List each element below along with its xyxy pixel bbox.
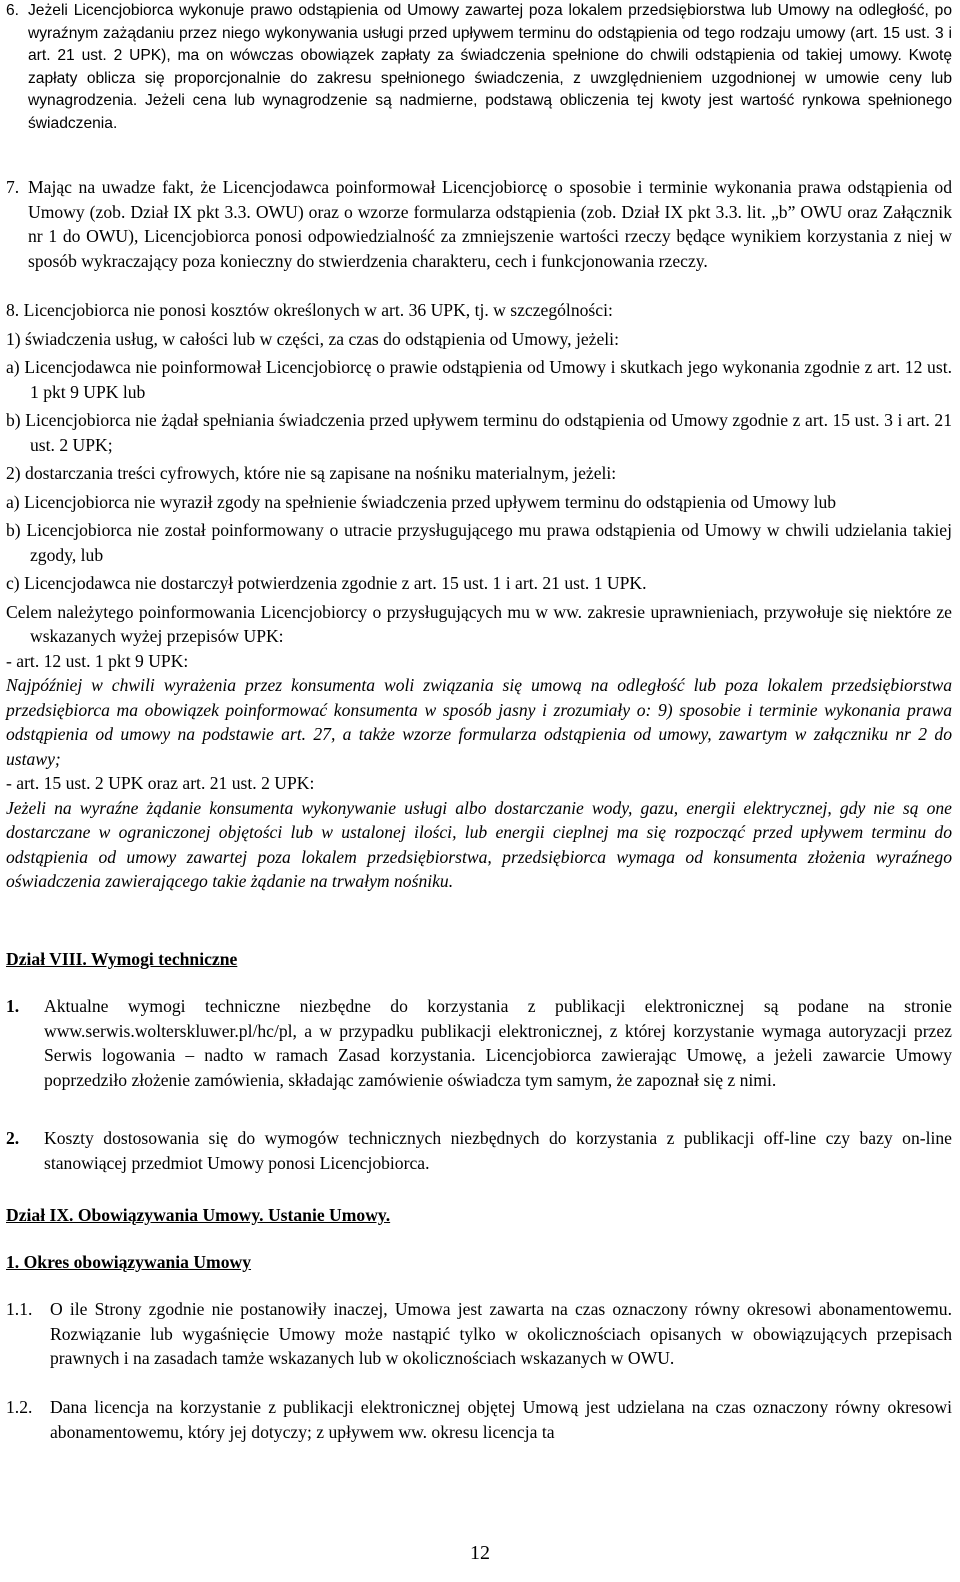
paragraph-text: Koszty dostosowania się do wymogów technicznych niezbędnych do korzystania z publikacji off-line czy bazy on-line stanowiącej przedmiot Umowy ponosi Licencjobiorca. <box>44 1128 952 1173</box>
paragraph-text: Mając na uwadze fakt, że Licencjodawca poinformował Licencjobiorcę o sposobie i terminie wykonania prawa odstąpienia od Umowy (zob. Dział IX pkt 3.3. OWU) oraz o wzorze formularza odstąpienia (zob. Dział IX pkt 3.3. lit. „b” OWU oraz Załącznik nr 1 do OWU), Licencjobiorca ponosi odpowiedzialność za zmniejszenie wartości rzeczy będące wynikiem korzystania z niej w sposób wykraczający poza konieczny do stwierdzenia charakteru, cech i funkcjonowania rzeczy. <box>28 177 952 271</box>
requirement-2 <box>6 1126 952 1175</box>
paragraph-7 <box>6 175 952 273</box>
paragraph-number: 6. <box>6 2 20 19</box>
paragraph-number: 7. <box>6 177 20 197</box>
list-item: c) Licencjodawca nie dostarczył potwierdzenia zgodnie z art. 15 ust. 1 i art. 21 ust. 1 UPK. <box>6 573 647 593</box>
list-item: 2) dostarczania treści cyfrowych, które nie są zapisane na nośniku materialnym, jeżeli: <box>6 463 617 483</box>
paragraph-1-1 <box>6 1297 952 1371</box>
list-item: a) Licencjodawca nie poinformował Licencjobiorcę o prawie odstąpienia od Umowy i skutkach jego wykonania zgodnie z art. 12 ust. 1 pkt 9 UPK lub <box>6 357 952 402</box>
list-item: 1) świadczenia usług, w całości lub w części, za czas do odstąpienia od Umowy, jeżeli: <box>6 328 619 349</box>
section-heading: Dział IX. Obowiązywania Umowy. Ustanie Umowy. <box>6 1205 391 1225</box>
paragraph-6 <box>6 0 952 135</box>
paragraph-number: 1.2. <box>6 1397 33 1417</box>
list-item: b) Licencjobiorca nie został poinformowany o utracie przysługującego mu prawa odstąpienia od Umowy w chwili udzielania takiej zgody, lub <box>6 520 952 565</box>
section-8 <box>6 298 952 894</box>
section-8-intro: 8. Licencjobiorca nie ponosi kosztów określonych w art. 36 UPK, tj. w szczególności: <box>6 300 613 320</box>
paragraph-text: Jeżeli Licencjobiorca wykonuje prawo odstąpienia od Umowy zawartej poza lokalem przedsiębiorstwa lub Umowy na odległość, po wyraźnym zażądaniu przez niego wykonywania usługi przed upływem terminu do odstąpienia od tego rodzaju umowy (art. 15 ust. 3 i art. 21 ust. 2 UPK), ma on wówczas obowiązek zapłaty za świadczenia spełnione do chwili odstąpienia od takiej umowy. Kwotę zapłaty oblicza się proporcjonalnie do zakresu spełnionego świadczenia, z uwzględnieniem uzgodnionej w umowie ceny lub wynagrodzenia. Jeżeli cena lub wynagrodzenie są nadmierne, podstawą obliczenia tej kwoty jest wartość rynkowa spełnionego świadczenia. <box>28 2 952 132</box>
article-quote: Najpóźniej w chwili wyrażenia przez konsumenta woli związania się umową na odległość lub poza lokalem przedsiębiorstwa przedsiębiorca ma obowiązek poinformować konsumenta w sposób jasny i zrozumiały o: 9) sposobie i terminie wykonania prawa odstąpienia od umowy na podstawie art. 27, a także wzorze formularza odstąpienia od umowy, zawartym w załączniku nr 2 do ustawy; <box>6 675 952 769</box>
paragraph-number: 1. <box>6 996 20 1016</box>
article-ref: - art. 12 ust. 1 pkt 9 UPK: <box>6 650 189 671</box>
subsection-heading: 1. Okres obowiązywania Umowy <box>6 1252 252 1272</box>
article-quote: Jeżeli na wyraźne żądanie konsumenta wykonywanie usługi albo dostarczanie wody, gazu, energii elektrycznej, gdy nie są one dostarczane w ograniczonej objętości lub w ustalonej ilości, lub energii cieplnej ma się rozpocząć przed upływem terminu do odstąpienia od umowy zawartej poza lokalem przedsiębiorstwa, przedsiębiorca wymaga od konsumenta złożenia wyraźnego oświadczenia zawierającego takie żądanie na trwałym nośniku. <box>6 797 952 891</box>
list-item: b) Licencjobiorca nie żądał spełniania świadczenia przed upływem terminu do odstąpienia od Umowy zgodnie z art. 15 ust. 3 i art. 21 ust. 2 UPK; <box>6 410 952 455</box>
list-item: a) Licencjobiorca nie wyraził zgody na spełnienie świadczenia przed upływem terminu do odstąpienia od Umowy lub <box>6 491 837 512</box>
info-paragraph: Celem należytego poinformowania Licencjobiorcy o przysługujących mu w ww. zakresie uprawnieniach, przywołuje się niektóre ze wskazanych wyżej przepisów UPK: <box>6 601 952 646</box>
paragraph-1-2 <box>6 1395 952 1444</box>
paragraph-text: Aktualne wymogi techniczne niezbędne do korzystania z publikacji elektronicznej są podane na stronie www.serwis.wolterskluwer.pl/hc/pl, a w przypadku publikacji elektronicznej, z której korzystanie wymaga autoryzacji przez Serwis logowania – nadto w ramach Zasad korzystania. Licencjobiorca zawierając Umowę, a jeżeli zawarcie Umowy poprzedziło złożenie zamówienia, składając zamówienie oświadcza tym samym, że zapoznał się z nimi. <box>44 996 952 1090</box>
paragraph-text: Dana licencja na korzystanie z publikacji elektronicznej objętej Umową jest udzielana na czas oznaczony równy okresowi abonamentowemu, który jej dotyczy; z upływem ww. okresu licencja ta <box>50 1397 952 1442</box>
paragraph-text: O ile Strony zgodnie nie postanowiły inaczej, Umowa jest zawarta na czas oznaczony równy okresowi abonamentowemu. Rozwiązanie lub wygaśnięcie Umowy może nastąpić tylko w okolicznościach opisanych w obowiązujących przepisach prawnych i na zasadach tamże wskazanych lub w okolicznościach wskazanych w OWU. <box>50 1299 952 1368</box>
requirement-1 <box>6 994 952 1092</box>
paragraph-number: 1.1. <box>6 1299 33 1319</box>
paragraph-number: 2. <box>6 1128 20 1148</box>
article-ref: - art. 15 ust. 2 UPK oraz art. 21 ust. 2 UPK: <box>6 773 315 793</box>
section-heading: Dział VIII. Wymogi techniczne <box>6 949 238 969</box>
page-number: 12 <box>470 1542 490 1564</box>
